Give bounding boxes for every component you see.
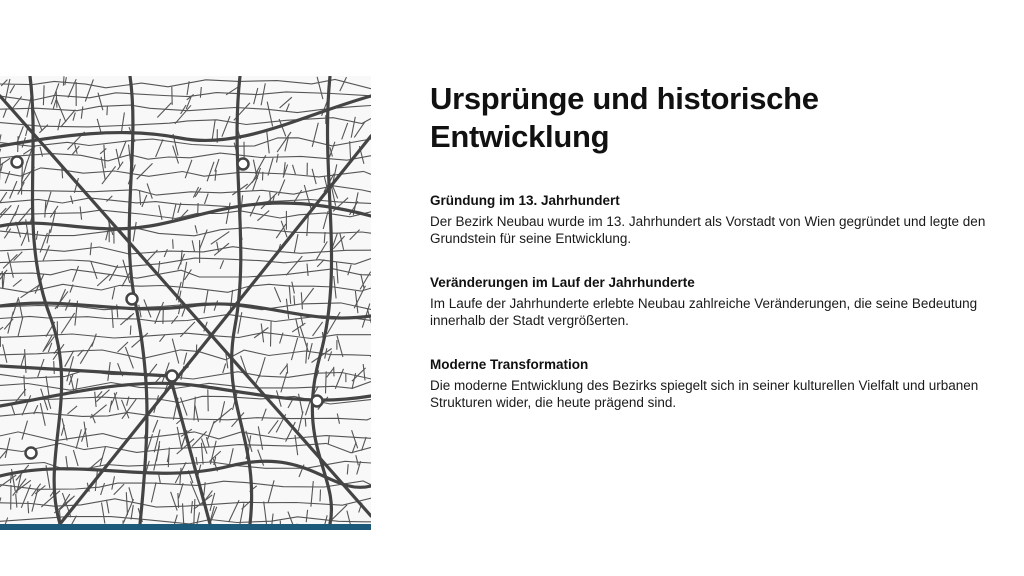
- section-founding: [430, 192, 990, 247]
- section-body: Im Laufe der Jahrhunderte erlebte Neubau zahlreiche Veränderungen, die seine Bedeutung innerhalb der Stadt vergrößerten.: [430, 296, 978, 328]
- section-heading: Veränderungen im Lauf der Jahrhunderte: [430, 275, 695, 290]
- city-map-image: [0, 76, 371, 524]
- accent-bar: [0, 524, 371, 530]
- slide-title: Ursprünge und historische Entwicklung: [430, 81, 819, 154]
- content-area: [430, 80, 990, 438]
- city-street-map-icon: [0, 76, 371, 524]
- section-body: Der Bezirk Neubau wurde im 13. Jahrhundert als Vorstadt von Wien gegründet und legte den Grundstein für seine Entwicklung.: [430, 214, 986, 246]
- section-heading: Gründung im 13. Jahrhundert: [430, 193, 620, 208]
- section-changes: [430, 274, 990, 329]
- section-body: Die moderne Entwicklung des Bezirks spiegelt sich in seiner kulturellen Vielfalt und urbanen Strukturen wider, die heute prägend sind.: [430, 378, 979, 410]
- section-modern: [430, 356, 990, 411]
- section-heading: Moderne Transformation: [430, 357, 589, 372]
